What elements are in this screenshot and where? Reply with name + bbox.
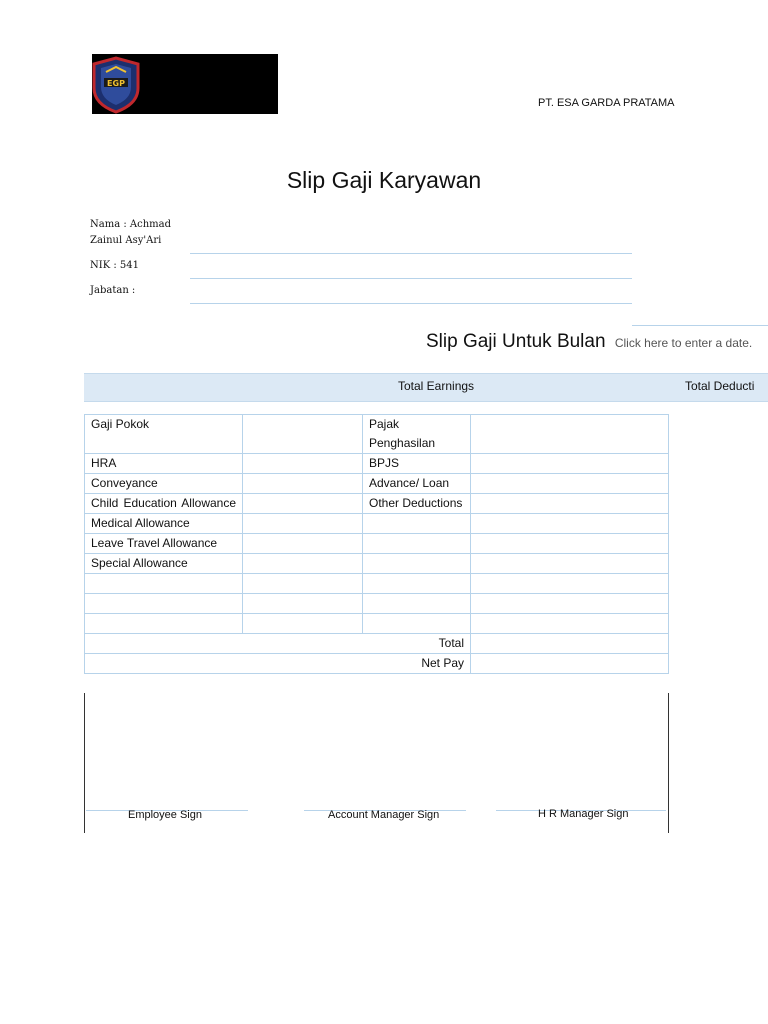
deduction-label: Pajak Penghasilan [363,415,471,454]
earning-label: HRA [85,454,243,474]
earning-label: Gaji Pokok [85,415,243,454]
deduction-label: Advance/ Loan [363,474,471,494]
earning-label: Child Education Allowance [85,494,243,514]
company-name: PT. ESA GARDA PRATAMA [538,97,675,109]
deduction-amount-cell[interactable] [471,454,669,474]
account-manager-sign: Account Manager Sign [328,809,440,821]
earning-amount-cell[interactable] [243,554,363,574]
company-logo [92,54,278,114]
deduction-amount-cell[interactable] [471,554,669,574]
empty-cell[interactable] [243,594,363,614]
deduction-amount-cell[interactable] [471,494,669,514]
earning-amount-cell[interactable] [243,514,363,534]
month-label: Slip Gaji Untuk Bulan [426,331,606,352]
employee-name: Nama : Achmad Zainul Asy'Ari [90,219,171,246]
table-row [85,594,669,614]
deduction-label: Other Deductions [363,494,471,514]
empty-cell[interactable] [243,574,363,594]
deduction-label [363,534,471,554]
earning-amount-cell[interactable] [243,454,363,474]
deduction-label [363,554,471,574]
earning-amount-cell[interactable] [243,534,363,554]
deduction-label: BPJS [363,454,471,474]
deduction-amount-cell[interactable] [471,534,669,554]
earning-label: Special Allowance [85,554,243,574]
jabatan-field-line[interactable] [190,303,632,304]
table-row [85,554,669,574]
nik-field-line[interactable] [190,278,632,279]
empty-cell[interactable] [85,574,243,594]
date-field-line [632,325,768,326]
total-earnings-header: Total Earnings [398,379,475,393]
deduction-amount-cell[interactable] [471,474,669,494]
empty-cell[interactable] [471,614,669,634]
table-row [85,415,669,454]
earning-amount-cell[interactable] [243,474,363,494]
deduction-label [363,514,471,534]
total-deductions-header: Total Deducti [685,379,755,393]
employee-jabatan: Jabatan : [90,285,136,296]
logo-text: EGP [107,79,125,88]
name-field-line[interactable] [190,253,632,254]
empty-cell[interactable] [363,594,471,614]
empty-cell[interactable] [85,614,243,634]
table-row [85,474,669,494]
table-row [85,574,669,594]
earning-amount-cell[interactable] [243,415,363,454]
earning-label: Medical Allowance [85,514,243,534]
total-amount-cell[interactable] [471,634,669,654]
table-row [85,534,669,554]
earning-label: Leave Travel Allowance [85,534,243,554]
total-label: Total [85,634,471,654]
deduction-amount-cell[interactable] [471,514,669,534]
total-row [85,634,669,654]
net-pay-row [85,654,669,674]
salary-table [84,414,669,674]
earning-label: Conveyance [85,474,243,494]
empty-cell[interactable] [85,594,243,614]
net-pay-amount-cell[interactable] [471,654,669,674]
empty-cell[interactable] [363,574,471,594]
table-row [85,614,669,634]
net-pay-label: Net Pay [85,654,471,674]
table-row [85,514,669,534]
deduction-amount-cell[interactable] [471,415,669,454]
page-title: Slip Gaji Karyawan [286,167,482,193]
employee-sign: Employee Sign [128,809,202,821]
month-title [426,331,752,353]
shield-logo-icon [92,54,278,114]
hr-manager-sign: H R Manager Sign [538,808,629,820]
empty-cell[interactable] [363,614,471,634]
empty-cell[interactable] [471,574,669,594]
employee-nik: NIK : 541 [90,260,139,271]
empty-cell[interactable] [471,594,669,614]
earning-amount-cell[interactable] [243,494,363,514]
table-row [85,494,669,514]
date-picker-field[interactable]: Click here to enter a date. [614,336,753,350]
table-row [85,454,669,474]
empty-cell[interactable] [243,614,363,634]
